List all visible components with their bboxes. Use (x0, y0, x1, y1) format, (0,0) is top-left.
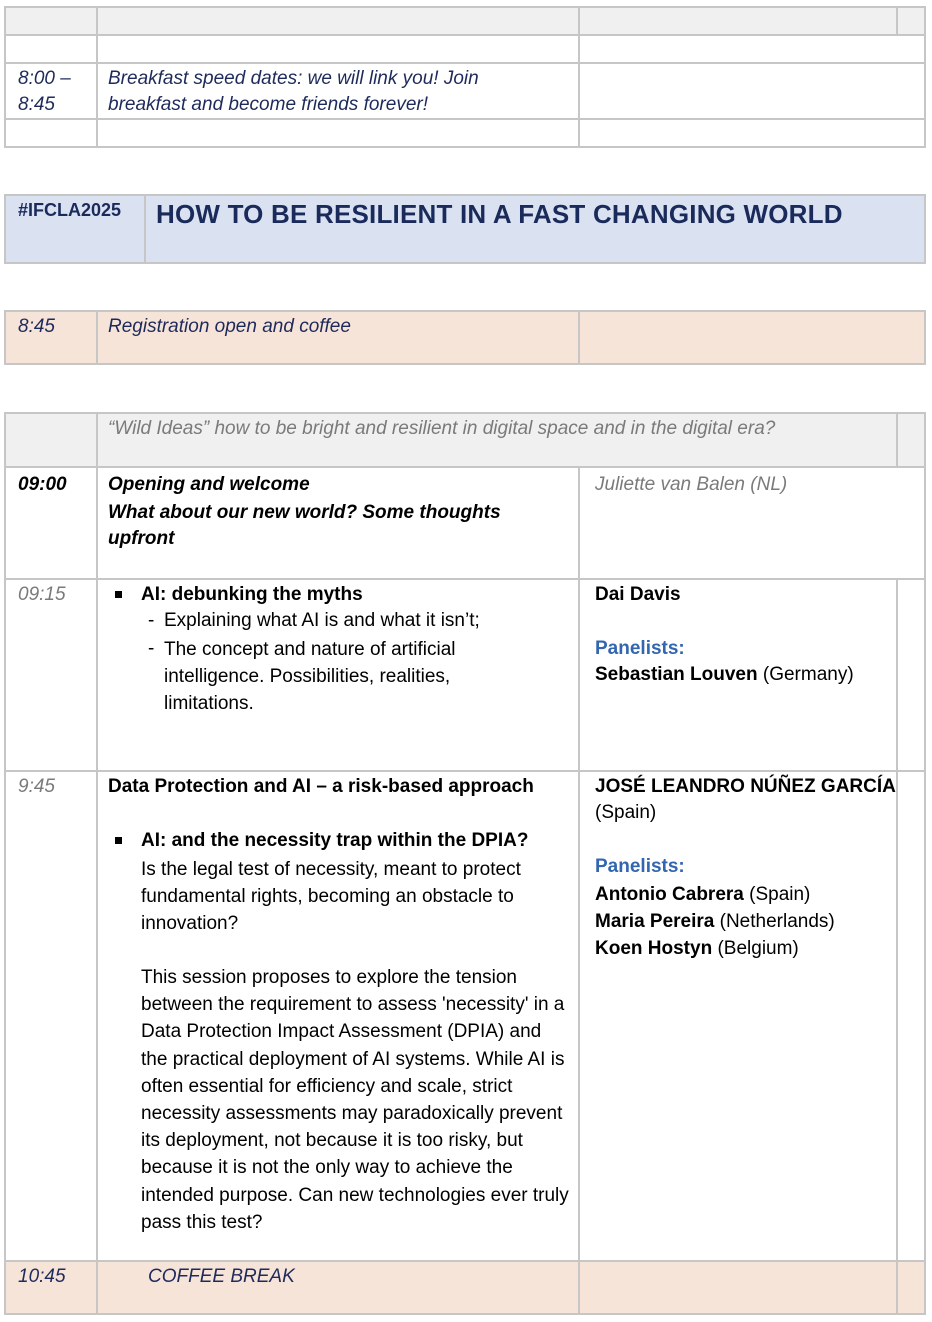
divider (144, 194, 146, 264)
divider (578, 6, 580, 148)
session-title: AI: debunking the myths (141, 584, 363, 605)
time-cell: 10:45 (18, 1266, 66, 1287)
dash-bullet-icon: - (148, 638, 155, 659)
time-cell: 9:45 (18, 776, 55, 797)
coffee-break-label: COFFEE BREAK (148, 1266, 295, 1287)
divider (96, 412, 98, 1315)
session-title: Data Protection and AI – a risk-based approach (108, 776, 534, 797)
panelists-label: Panelists: (595, 856, 685, 877)
speaker-country: (Spain) (595, 802, 657, 823)
divider (4, 466, 926, 468)
panelist-name: Koen Hostyn (595, 938, 713, 959)
panelist (595, 936, 799, 962)
panelist-country: (Germany) (757, 664, 854, 685)
divider (4, 770, 926, 772)
divider (4, 62, 926, 64)
conference-hashtag: #IFCLA2025 (18, 200, 122, 220)
panelist (595, 882, 810, 908)
divider (4, 578, 926, 580)
square-bullet-icon (115, 837, 122, 844)
panelist-name: Sebastian Louven (595, 664, 758, 685)
square-bullet-icon (115, 591, 122, 598)
panelist (595, 909, 835, 935)
activity-cell: Registration open and coffee (108, 316, 351, 337)
session-point: The concept and nature of artificial intelligence. Possibilities, realities, limitations. (164, 639, 456, 714)
divider (96, 310, 98, 365)
divider (896, 412, 898, 468)
panelist-name: Maria Pereira (595, 911, 715, 932)
page-title: HOW TO BE RESILIENT IN A FAST CHANGING WORLD (156, 199, 843, 229)
session-subtitle: AI: and the necessity trap within the DPIA? (141, 830, 529, 851)
session-question: Is the legal test of necessity, meant to protect fundamental rights, becoming an obstacle to innovation? (141, 859, 521, 934)
time-cell: 09:00 (18, 474, 67, 495)
speaker-name: JOSÉ LEANDRO NÚÑEZ GARCÍA (595, 776, 896, 797)
divider (96, 6, 98, 148)
time-cell: 8:00 – 8:45 (18, 68, 71, 115)
divider (896, 770, 898, 1260)
divider (896, 6, 898, 36)
panelist-country: (Belgium) (712, 938, 799, 959)
panelist-country: (Netherlands) (714, 911, 835, 932)
session-title: Opening and welcome (108, 474, 310, 495)
session-subtitle: What about our new world? Some thoughts upfront (108, 502, 501, 549)
divider (896, 1260, 898, 1315)
divider (896, 578, 898, 770)
speaker-name: Dai Davis (595, 584, 681, 605)
time-cell: 8:45 (18, 316, 55, 337)
session-description: This session proposes to explore the tension between the requirement to assess 'necessity' in a Data Protection Impact Assessment (DPIA) and the practical deployment of AI systems. While AI is often essential for efficiency and scale, strict necessity assessments may paradoxically prevent its deployment, not because it is too risky, but because it is not the only way to achieve the intended purpose. Can new technologies ever truly pass this test? (141, 967, 569, 1233)
time-cell: 09:15 (18, 584, 66, 605)
activity-cell: Breakfast speed dates: we will link you! Join breakfast and become friends forever! (108, 68, 479, 115)
divider (4, 34, 926, 36)
divider (578, 466, 580, 1315)
panelist-country: (Spain) (743, 884, 811, 905)
panelists-label: Panelists: (595, 638, 685, 659)
panelist (595, 662, 854, 688)
dash-bullet-icon: - (148, 610, 155, 631)
divider (4, 1260, 926, 1262)
divider (4, 118, 926, 120)
session-theme: “Wild Ideas” how to be bright and resilient in digital space and in the digital era? (108, 418, 776, 439)
divider (578, 310, 580, 365)
session-point: Explaining what AI is and what it isn’t; (164, 610, 480, 631)
speaker-name: Juliette van Balen (NL) (595, 474, 788, 495)
panelist-name: Antonio Cabrera (595, 884, 744, 905)
